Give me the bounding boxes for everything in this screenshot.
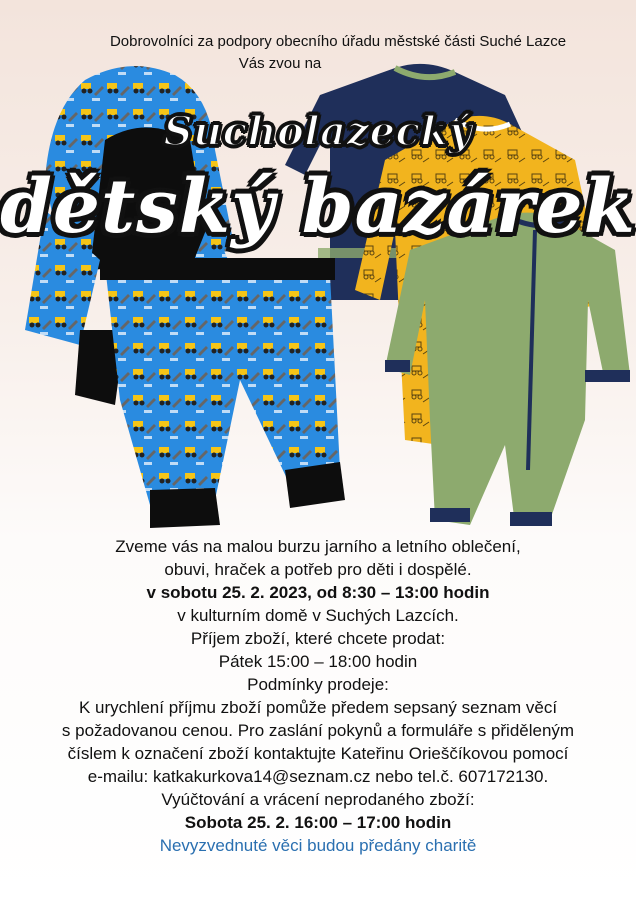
intake-heading: Příjem zboží, které chcete prodat: [190, 629, 446, 648]
title-main: dětský bazárek [0, 164, 636, 250]
organizer-line: Dobrovolníci za podpory obecního úřadu městské části Suché Lazce [109, 33, 567, 50]
conditions-line-3: číslem k označení zboží kontaktujte Kateřinu Orieščíkovou pomocí [67, 744, 569, 763]
event-date: v sobotu 25. 2. 2023, od 8:30 – 13:00 hodin [146, 583, 490, 602]
conditions-heading: Podmínky prodeje: [247, 675, 389, 694]
intro-line-1: Zveme vás na malou burzu jarního a letního oblečení, [115, 537, 521, 556]
invite-line: Vás zvou na [238, 55, 322, 72]
settlement-heading: Vyúčtování a vrácení neprodaného zboží: [161, 790, 475, 809]
event-venue: v kulturním domě v Suchých Lazcích. [177, 606, 459, 625]
event-details [0, 535, 636, 857]
charity-note: Nevyzvednuté věci budou předány charitě [159, 836, 477, 855]
intake-time: Pátek 15:00 – 18:00 hodin [218, 652, 418, 671]
conditions-line-1: K urychlení příjmu zboží pomůže předem sepsaný seznam věcí [78, 698, 558, 717]
conditions-line-2: s požadovanou cenou. Pro zaslání pokynů a formuláře s přiděleným [61, 721, 575, 740]
blue-pants [100, 258, 345, 528]
intro-line-2: obuvi, hraček a potřeb pro děti i dospělé. [164, 560, 472, 579]
settlement-time: Sobota 25. 2. 16:00 – 17:00 hodin [184, 813, 452, 832]
title-script: Sucholazecký [163, 108, 473, 155]
contact-line: e-mailu: katkakurkova14@seznam.cz nebo tel.č. 607172130. [87, 767, 549, 786]
